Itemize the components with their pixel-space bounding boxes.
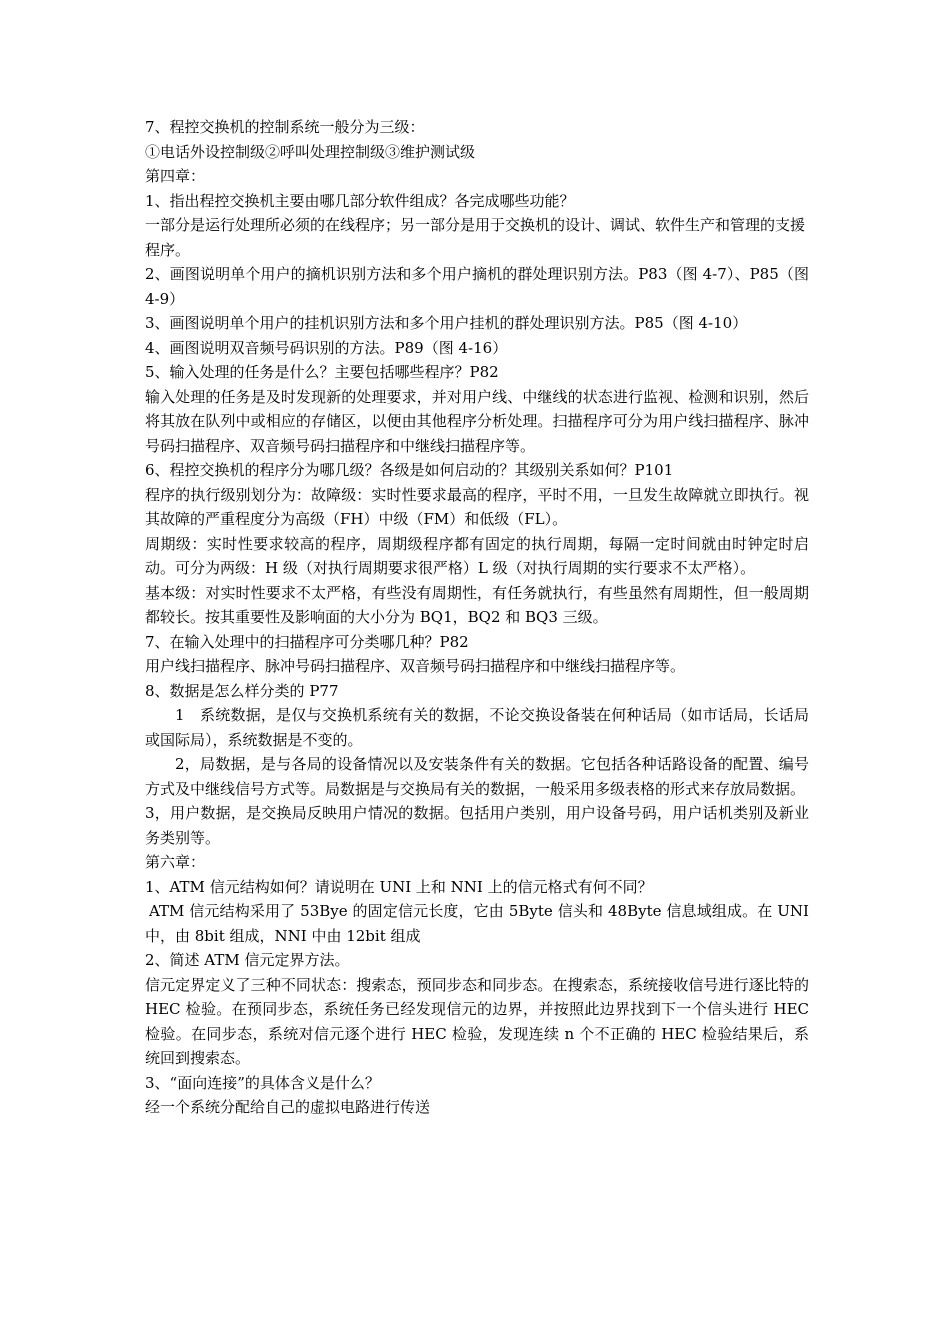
question-line: 7、在输入处理中的扫描程序可分类哪几种？P82 xyxy=(145,632,469,651)
answer-paragraph: 输入处理的任务是及时发现新的处理要求，并对用户线、中继线的状态进行监视、检测和识别，然后将其放在队列中或相应的存储区，以便由其他程序分析处理。扫描程序可分为用户线扫描程序、脉冲号码扫描程序、双音频号码扫描程序和中继线扫描程序等。 xyxy=(145,387,809,455)
question-line: 2、画图说明单个用户的摘机识别方法和多个用户摘机的群处理识别方法。P83（图 4-7）、P85（图 4-9） xyxy=(145,265,809,308)
answer-paragraph: 信元定界定义了三种不同状态：搜索态，预同步态和同步态。在搜索态，系统接收信号进行逐比特的 HEC 检验。在预同步态，系统任务已经发现信元的边界，并按照此边界找到下一个信头进行 HEC 检验。在同步态，系统对信元逐个进行 HEC 检验，发现连续 n 个不正确的 HEC 检验结果后，系统回到搜索态。 xyxy=(145,975,809,1067)
question-line: 4、画图说明双音频号码识别的方法。P89（图 4-16） xyxy=(145,338,508,357)
question-line: 5、输入处理的任务是什么？主要包括哪些程序？P82 xyxy=(145,363,499,381)
text-line: ①电话外设控制级②呼叫处理控制级③维护测试级 xyxy=(145,142,476,161)
answer-paragraph: 一部分是运行处理所必须的在线程序；另一部分是用于交换机的设计、调试、软件生产和管理的支援 xyxy=(145,216,806,234)
question-line: 3、“面向连接”的具体含义是什么？ xyxy=(145,1073,380,1092)
chapter-heading: 第四章： xyxy=(145,167,206,185)
answer-paragraph: 1 系统数据，是仅与交换机系统有关的数据，不论交换设备装在何种话局（如市话局，长话局或国际局），系统数据是不变的。 xyxy=(145,706,809,749)
answer-paragraph: 2，局数据，是与各局的设备情况以及安装条件有关的数据。它包括各种话路设备的配置、编号方式及中继线信号方式等。局数据是与交换局有关的数据，一般采用多级表格的形式来存放局数据。 xyxy=(145,755,809,798)
answer-paragraph: ATM 信元结构采用了 53Bye 的固定信元长度，它由 5Byte 信头和 48Byte 信息域组成。在 UNI 中，由 8bit 组成，NNI 中由 12bit 组成 xyxy=(145,902,809,945)
question-line: 1、ATM 信元结构如何？请说明在 UNI 上和 NNI 上的信元格式有何不同？ xyxy=(145,877,653,896)
answer-line: 用户线扫描程序、脉冲号码扫描程序、双音频号码扫描程序和中继线扫描程序等。 xyxy=(145,657,686,675)
answer-paragraph: 周期级：实时性要求较高的程序，周期级程序都有固定的执行周期，每隔一定时间就由时钟定时启动。可分为两级：H 级（对执行周期要求很严格）L 级（对执行周期的实行要求不太严格）。 xyxy=(145,534,809,577)
text-line: 7、程控交换机的控制系统一般分为三级： xyxy=(145,118,425,136)
chapter-heading: 第六章： xyxy=(145,853,206,871)
question-line: 8、数据是怎么样分类的 P77 xyxy=(145,681,339,700)
question-line: 6、程控交换机的程序分为哪几级？各级是如何启动的？其级别关系如何？P101 xyxy=(145,461,674,479)
answer-paragraph: 程序的执行级别划分为：故障级：实时性要求最高的程序，平时不用，一旦发生故障就立即执行。视其故障的严重程度分为高级（FH）中级（FM）和低级（FL）。 xyxy=(145,485,809,528)
question-line: 1、指出程控交换机主要由哪几部分软件组成？各完成哪些功能？ xyxy=(145,191,575,210)
text-line: 程序。 xyxy=(145,240,191,259)
answer-paragraph: 基本级：对实时性要求不太严格，有些没有周期性，有任务就执行，有些虽然有周期性，但一般周期都较长。按其重要性及影响面的大小分为 BQ1，BQ2 和 BQ3 三级。 xyxy=(145,583,809,626)
question-line: 3、画图说明单个用户的挂机识别方法和多个用户挂机的群处理识别方法。P85（图 4-10） xyxy=(145,314,748,332)
question-line: 2、简述 ATM 信元定界方法。 xyxy=(145,951,350,969)
document-body xyxy=(145,115,809,1120)
answer-paragraph: 3，用户数据，是交换局反映用户情况的数据。包括用户类别，用户设备号码，用户话机类别及新业务类别等。 xyxy=(145,804,809,847)
answer-line: 经一个系统分配给自己的虚拟电路进行传送 xyxy=(145,1098,431,1116)
